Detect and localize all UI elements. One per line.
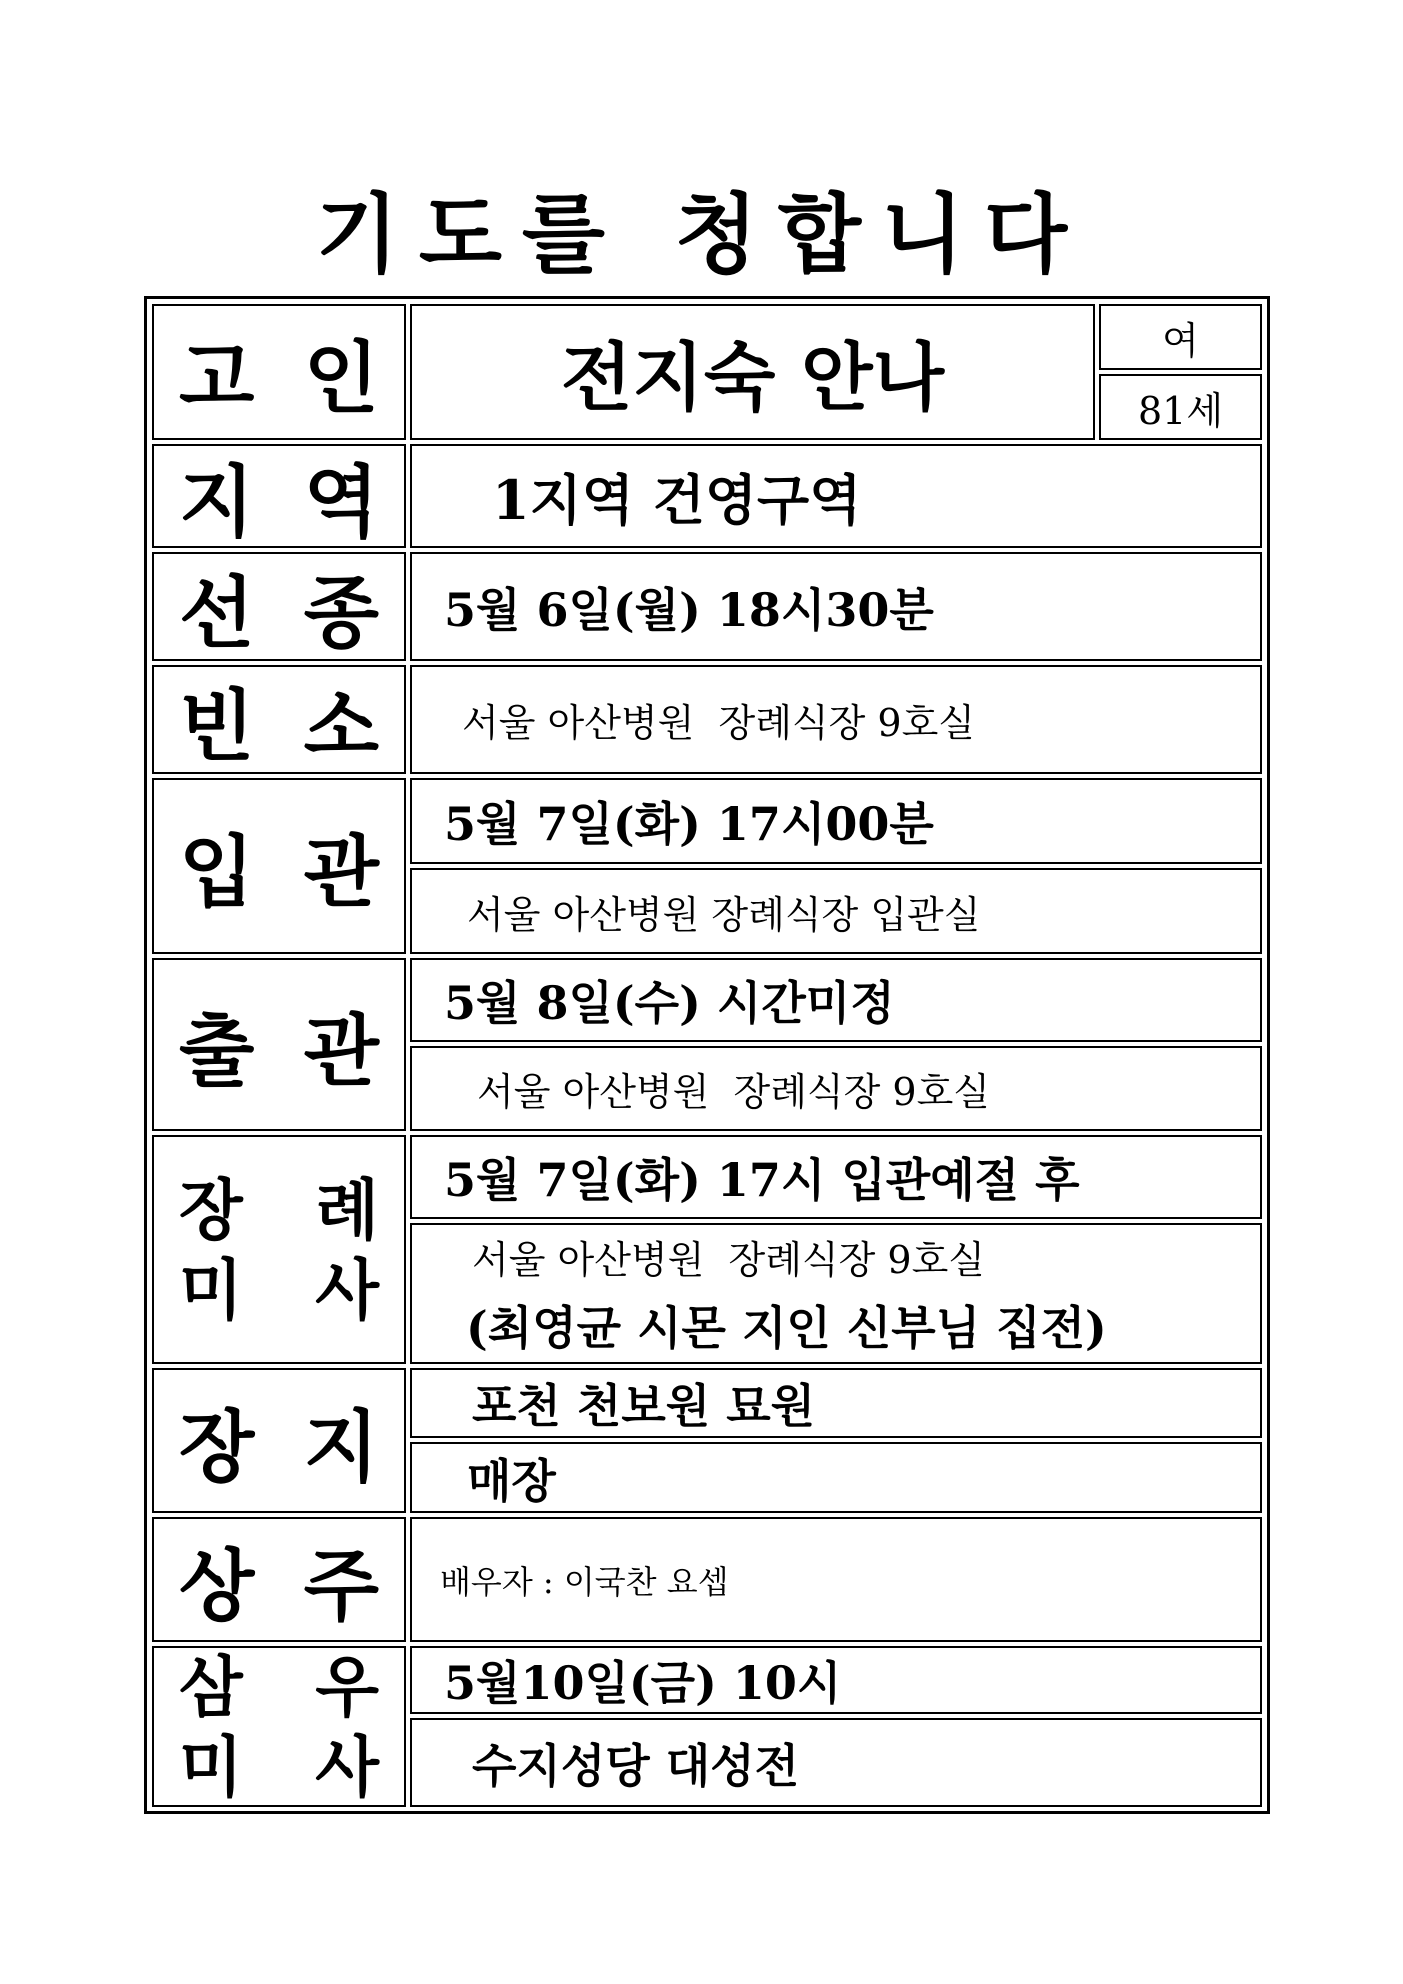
departure-time: 5월 8일(수) 시간미정	[410, 958, 1262, 1042]
region-label-1: 지	[179, 457, 255, 548]
deceased-gender: 여	[1099, 304, 1262, 370]
encoffining-label-2: 관	[303, 827, 379, 918]
region-label-cell	[152, 444, 406, 548]
mortuary-label-cell	[152, 665, 406, 774]
death-label-cell	[152, 552, 406, 661]
third-day-mass-label-3: 미	[179, 1727, 243, 1806]
deceased-name: 전지숙 안나	[410, 304, 1095, 440]
departure-label-2: 관	[303, 1005, 379, 1097]
death-label-1: 선	[179, 567, 255, 659]
departure-place: 서울 아산병원 장례식장 9호실	[410, 1046, 1262, 1131]
death-label-2: 종	[303, 567, 379, 659]
chief-mourner-label-1: 상	[179, 1540, 255, 1632]
funeral-mass-details	[410, 1223, 1262, 1364]
region-label-2: 역	[303, 457, 379, 548]
encoffining-label-1: 입	[179, 827, 255, 918]
chief-mourner-label-cell	[152, 1517, 406, 1642]
funeral-mass-time: 5월 7일(화) 17시 입관예절 후	[410, 1135, 1262, 1219]
encoffining-label-cell	[152, 778, 406, 954]
page-title: 기도를 청합니다	[315, 184, 1088, 285]
deceased-label-1: 고	[179, 333, 255, 424]
third-day-mass-label-1: 삼	[179, 1647, 243, 1726]
death-value: 5월 6일(월) 18시30분	[410, 552, 1262, 661]
third-day-mass-label-cell	[152, 1646, 406, 1807]
mortuary-label-1: 빈	[179, 680, 255, 772]
burial-label-1: 장	[179, 1401, 255, 1493]
departure-label-cell	[152, 958, 406, 1131]
mortuary-label-2: 소	[303, 680, 379, 772]
funeral-mass-place: 서울 아산병원 장례식장 9호실	[472, 1238, 985, 1282]
chief-mourner-value: 배우자 : 이국찬 요셉	[410, 1517, 1262, 1642]
funeral-mass-label-2: 례	[315, 1170, 379, 1249]
chief-mourner-label-2: 주	[303, 1540, 379, 1632]
deceased-age: 81세	[1099, 374, 1262, 440]
third-day-mass-place: 수지성당 대성전	[410, 1718, 1262, 1807]
departure-label-1: 출	[179, 1005, 255, 1097]
funeral-mass-label-1: 장	[179, 1170, 243, 1249]
mortuary-value: 서울 아산병원 장례식장 9호실	[410, 665, 1262, 774]
region-value: 1지역 건영구역	[410, 444, 1262, 548]
third-day-mass-time: 5월10일(금) 10시	[410, 1646, 1262, 1714]
burial-type: 매장	[410, 1442, 1262, 1513]
third-day-mass-label-2: 우	[315, 1647, 379, 1726]
obituary-table	[144, 296, 1270, 1814]
third-day-mass-label-4: 사	[315, 1727, 379, 1806]
encoffining-time: 5월 7일(화) 17시00분	[410, 778, 1262, 864]
funeral-mass-celebrant: (최영균 시몬 지인 신부님 집전)	[466, 1301, 1107, 1355]
funeral-mass-label-cell	[152, 1135, 406, 1364]
encoffining-place: 서울 아산병원 장례식장 입관실	[410, 868, 1262, 954]
funeral-mass-label-4: 사	[315, 1250, 379, 1329]
funeral-mass-label-3: 미	[179, 1250, 243, 1329]
deceased-label-2: 인	[303, 333, 379, 424]
burial-label-2: 지	[303, 1401, 379, 1493]
burial-place: 포천 천보원 묘원	[410, 1368, 1262, 1438]
deceased-label-cell	[152, 304, 406, 440]
burial-label-cell	[152, 1368, 406, 1513]
